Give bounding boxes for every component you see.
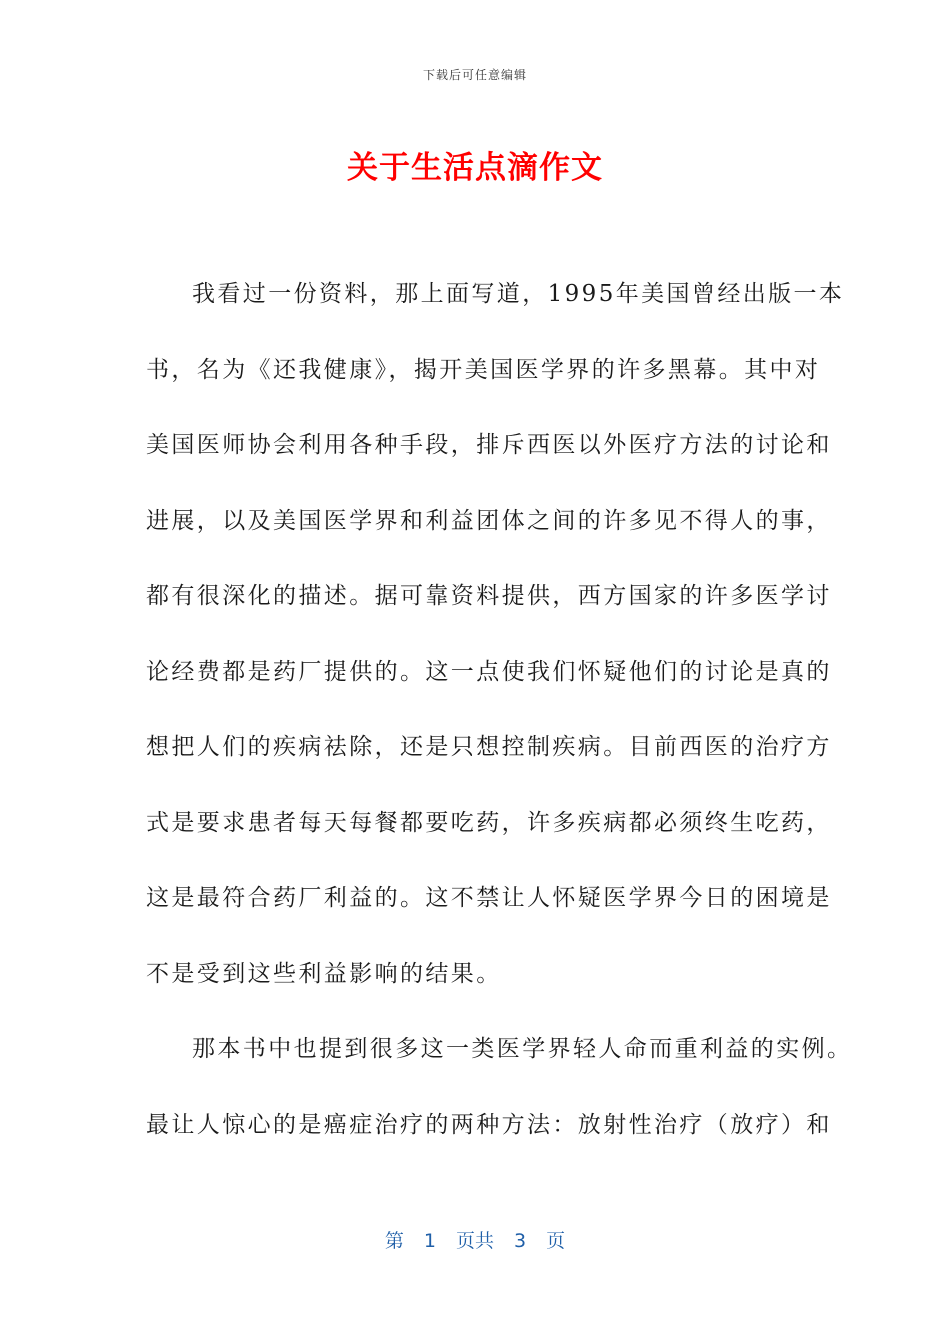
paragraph-1-line-9: 这是最符合药厂利益的。这不禁让人怀疑医学界今日的困境是 — [146, 885, 832, 911]
paragraph-1-line-8: 式是要求患者每天每餐都要吃药，许多疾病都必须终生吃药， — [146, 809, 832, 836]
page-label-suffix: 页 — [546, 1230, 566, 1252]
document-body — [146, 272, 853, 1178]
paragraph-1-line-2: 书，名为《还我健康》，揭开美国医学界的许多黑幕。其中对 — [146, 356, 821, 383]
paragraph-1-line-3: 美国医师协会利用各种手段，排斥西医以外医疗方法的讨论和 — [146, 432, 832, 458]
paragraph-1-line-1: 我看过一份资料，那上面写道，1995年美国曾经出版一本 — [192, 281, 845, 307]
page-number-footer — [0, 1226, 950, 1253]
paragraph-1-line-5: 都有很深化的描述。据可靠资料提供，西方国家的许多医学讨 — [146, 583, 832, 609]
paragraph-1-line-6: 论经费都是药厂提供的。这一点使我们怀疑他们的讨论是真的 — [146, 658, 832, 685]
current-page-number: 1 — [423, 1230, 436, 1252]
page-label-prefix: 第 — [384, 1230, 404, 1252]
paragraph-2-line-1: 那本书中也提到很多这一类医学界轻人命而重利益的实例。 — [192, 1036, 853, 1062]
header-note: 下载后可任意编辑 — [422, 68, 527, 82]
total-pages-number: 3 — [514, 1230, 527, 1252]
document-title: 关于生活点滴作文 — [347, 150, 603, 186]
paragraph-1-line-7: 想把人们的疾病祛除，还是只想控制疾病。目前西医的治疗方 — [146, 734, 832, 760]
paragraph-1-line-4: 进展，以及美国医学界和利益团体之间的许多见不得人的事， — [146, 507, 832, 534]
page-label-mid: 页共 — [455, 1230, 494, 1252]
paragraph-1-line-10: 不是受到这些利益影响的结果。 — [146, 960, 502, 987]
paragraph-2-line-2: 最让人惊心的是癌症治疗的两种方法：放射性治疗（放疗）和 — [146, 1111, 832, 1138]
